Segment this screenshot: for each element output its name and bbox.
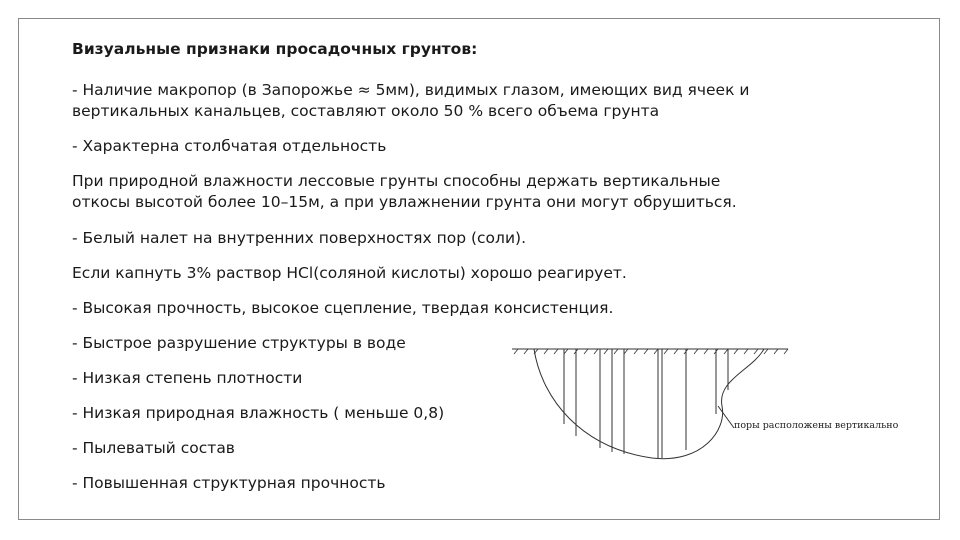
list-item: - Низкая природная влажность ( меньше 0,8): [72, 404, 445, 422]
list-item: - Характерна столбчатая отдельность: [72, 137, 387, 155]
list-item: - Высокая прочность, высокое сцепление, твердая консистенция.: [72, 299, 614, 317]
list-item: - Быстрое разрушение структуры в воде: [72, 334, 406, 352]
list-item: - Белый налет на внутренних поверхностях пор (соли).: [72, 229, 526, 247]
list-item: - Пылеватый состав: [72, 439, 235, 457]
list-item: - Повышенная структурная прочность: [72, 474, 386, 492]
slide-title: Визуальные признаки просадочных грунтов:: [72, 40, 478, 58]
list-item: вертикальных канальцев, составляют около 50 % всего объема грунта: [72, 102, 660, 120]
list-item: При природной влажности лессовые грунты способны держать вертикальные: [72, 172, 721, 190]
diagram-caption: поры расположены вертикально: [734, 420, 899, 431]
list-item: Если капнуть 3% раствор HCl(соляной кислоты) хорошо реагирует.: [72, 264, 627, 282]
list-item: откосы высотой более 10–15м, а при увлажнении грунта они могут обрушиться.: [72, 193, 737, 211]
vertical-pore-channels: [564, 349, 728, 458]
soil-pores-diagram: [512, 340, 902, 470]
list-item: - Низкая степень плотности: [72, 369, 303, 387]
ground-hatching: [514, 349, 788, 354]
list-item: - Наличие макропор (в Запорожье ≈ 5мм), видимых глазом, имеющих вид ячеек и: [72, 81, 750, 99]
soil-body-outline: [534, 349, 764, 459]
